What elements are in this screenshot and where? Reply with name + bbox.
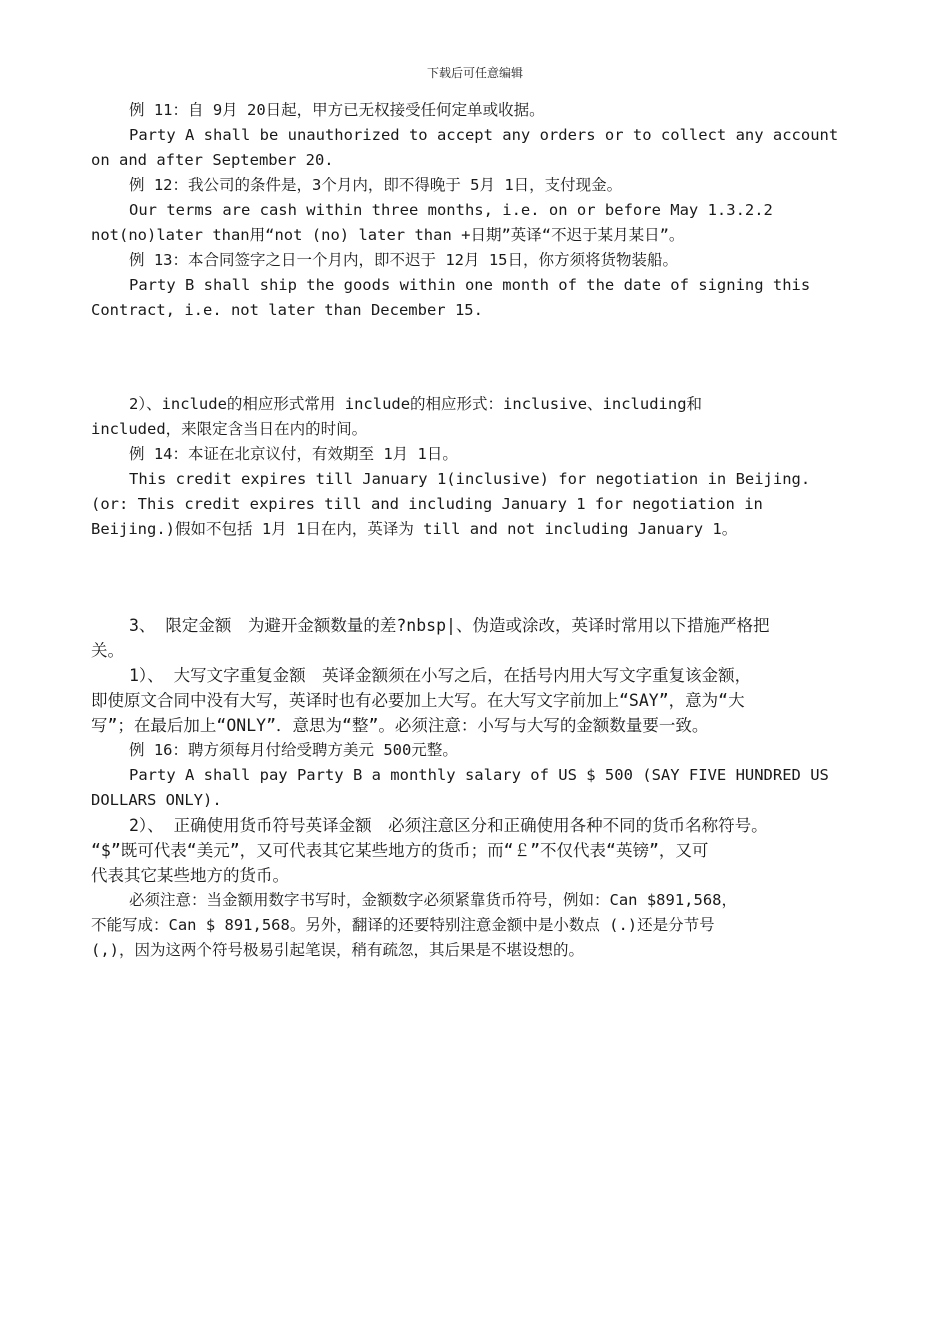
example-11-chinese: 例 11：自 9月 20日起，甲方已无权接受任何定单或收据。 bbox=[129, 101, 545, 119]
spacer bbox=[91, 373, 871, 392]
note-line3: (,)，因为这两个符号极易引起笔误，稍有疏忽，其后果是不堪设想的。 bbox=[91, 941, 584, 959]
note-line1: 必须注意：当金额用数字书写时，金额数字必须紧靠货币符号，例如：Can $891,568， bbox=[129, 891, 737, 909]
include-intro-line1: 2）、include的相应形式常用 include的相应形式：inclusive、including和 bbox=[129, 395, 703, 413]
example-11-english-line1: Party A shall be unauthorized to accept any orders or to collect any account bbox=[129, 126, 839, 144]
item-2-line2: “$”既可代表“美元”，又可代表其它某些地方的货币；而“￡”不仅代表“英镑”，又可 bbox=[91, 841, 709, 860]
example-13-english-line2: Contract, i.e. not later than December 15. bbox=[91, 301, 483, 319]
example-11-english-line2: on and after September 20. bbox=[91, 151, 334, 169]
example-14-english-line3: Beijing.)假如不包括 1月 1日在内，英译为 till and not including January 1。 bbox=[91, 520, 738, 538]
item-2-line3: 代表其它某些地方的货币。 bbox=[91, 866, 289, 885]
page-header: 下载后可任意编辑 bbox=[426, 66, 523, 80]
example-13-english-line1: Party B shall ship the goods within one month of the date of signing this bbox=[129, 276, 811, 294]
example-13-chinese: 例 13：本合同签字之日一个月内，即不迟于 12月 15日，你方须将货物装船。 bbox=[129, 251, 678, 269]
spacer bbox=[91, 323, 871, 373]
example-12-chinese: 例 12：我公司的条件是，3个月内，即不得晚于 5月 1日，支付现金。 bbox=[129, 176, 623, 194]
spacer bbox=[91, 592, 871, 613]
item-1-line1: 1）、 大写文字重复金额 英译金额须在小写之后，在括号内用大写文字重复该金额， bbox=[129, 666, 752, 685]
section-3-title-line2: 关。 bbox=[91, 641, 124, 660]
item-1-line2: 即使原文合同中没有大写，英译时也有必要加上大写。在大写文字前加上“SAY”，意为“大 bbox=[91, 691, 745, 710]
example-12-english-line1: Our terms are cash within three months, i.e. on or before May 1.3.2.2 bbox=[129, 201, 773, 219]
document-body bbox=[91, 98, 871, 963]
include-intro-line2: included，来限定含当日在内的时间。 bbox=[91, 420, 368, 438]
example-16-english-line2: DOLLARS ONLY). bbox=[91, 791, 222, 809]
section-3-title-line1: 3、 限定金额 为避开金额数量的差?nbsp|、伪造或涂改，英译时常用以下措施严格把 bbox=[129, 616, 770, 635]
item-1-line3: 写”；在最后加上“ONLY”．意思为“整”。必须注意：小写与大写的金额数量要一致。 bbox=[91, 716, 709, 735]
example-12-english-line2: not(no)later than用“not (no) later than +日期”英译“不迟于某月某日”。 bbox=[91, 226, 685, 244]
example-16-chinese: 例 16：聘方须每月付给受聘方美元 500元整。 bbox=[129, 741, 458, 759]
example-16-english-line1: Party A shall pay Party B a monthly salary of US $ 500 (SAY FIVE HUNDRED US bbox=[129, 766, 829, 784]
example-14-chinese: 例 14：本证在北京议付，有效期至 1月 1日。 bbox=[129, 445, 458, 463]
example-14-english-line1: This credit expires till January 1(inclusive) for negotiation in Beijing. bbox=[129, 470, 811, 488]
example-14-english-line2: (or: This credit expires till and including January 1 for negotiation in bbox=[91, 495, 763, 513]
item-2-line1: 2）、 正确使用货币符号英译金额 必须注意区分和正确使用各种不同的货币名称符号。 bbox=[129, 816, 768, 835]
spacer bbox=[91, 542, 871, 592]
note-line2: 不能写成：Can $ 891,568。另外，翻译的还要特别注意金额中是小数点 (.)还是分节号 bbox=[91, 916, 715, 934]
